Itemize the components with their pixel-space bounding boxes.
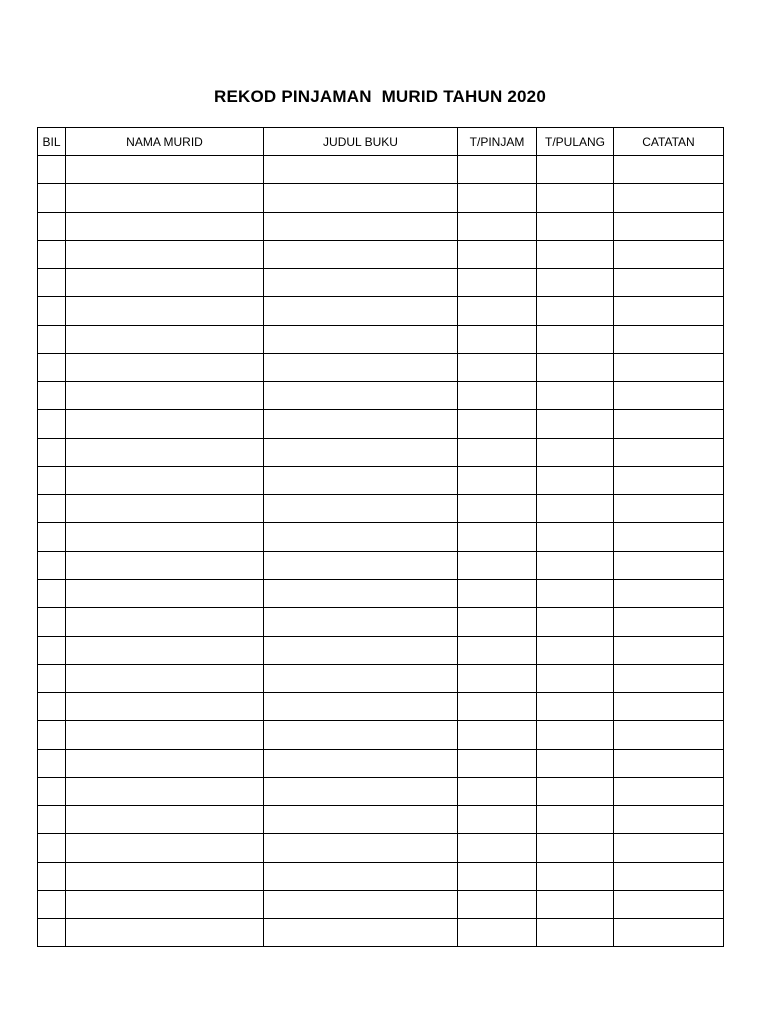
column-header-nama-murid: NAMA MURID [66,128,264,156]
cell-t-pinjam [458,919,537,947]
cell-bil [38,212,66,240]
cell-catatan [614,834,724,862]
cell-judul-buku [264,382,458,410]
cell-bil [38,466,66,494]
cell-t-pinjam [458,269,537,297]
cell-nama-murid [66,438,264,466]
cell-nama-murid [66,410,264,438]
cell-t-pulang [537,890,614,918]
cell-t-pinjam [458,466,537,494]
cell-t-pinjam [458,495,537,523]
cell-judul-buku [264,749,458,777]
table-row [38,664,724,692]
cell-bil [38,749,66,777]
cell-judul-buku [264,212,458,240]
table-row [38,608,724,636]
cell-catatan [614,664,724,692]
cell-t-pulang [537,269,614,297]
table-row [38,495,724,523]
cell-bil [38,382,66,410]
cell-bil [38,410,66,438]
header-row [38,128,724,156]
cell-nama-murid [66,240,264,268]
cell-nama-murid [66,523,264,551]
cell-bil [38,184,66,212]
cell-nama-murid [66,212,264,240]
table-row [38,353,724,381]
cell-t-pinjam [458,212,537,240]
cell-bil [38,608,66,636]
cell-nama-murid [66,382,264,410]
table-row [38,466,724,494]
cell-catatan [614,721,724,749]
cell-judul-buku [264,438,458,466]
cell-judul-buku [264,862,458,890]
cell-judul-buku [264,184,458,212]
cell-t-pulang [537,466,614,494]
column-header-t-pulang: T/PULANG [537,128,614,156]
cell-nama-murid [66,806,264,834]
cell-t-pulang [537,608,614,636]
cell-judul-buku [264,551,458,579]
cell-t-pulang [537,212,614,240]
cell-judul-buku [264,495,458,523]
cell-nama-murid [66,636,264,664]
cell-nama-murid [66,579,264,607]
cell-catatan [614,862,724,890]
column-header-t-pinjam: T/PINJAM [458,128,537,156]
cell-t-pinjam [458,551,537,579]
cell-catatan [614,806,724,834]
cell-nama-murid [66,834,264,862]
cell-nama-murid [66,495,264,523]
cell-judul-buku [264,664,458,692]
table-row [38,636,724,664]
table-row [38,806,724,834]
cell-catatan [614,636,724,664]
cell-t-pulang [537,834,614,862]
cell-t-pulang [537,438,614,466]
cell-judul-buku [264,325,458,353]
cell-t-pulang [537,664,614,692]
cell-bil [38,495,66,523]
cell-judul-buku [264,806,458,834]
cell-judul-buku [264,890,458,918]
cell-judul-buku [264,636,458,664]
cell-t-pinjam [458,890,537,918]
table-row [38,156,724,184]
table-body [38,156,724,947]
cell-catatan [614,466,724,494]
cell-bil [38,636,66,664]
cell-bil [38,438,66,466]
cell-nama-murid [66,353,264,381]
cell-bil [38,297,66,325]
cell-bil [38,523,66,551]
cell-t-pulang [537,184,614,212]
cell-judul-buku [264,297,458,325]
cell-nama-murid [66,297,264,325]
column-header-judul-buku: JUDUL BUKU [264,128,458,156]
cell-nama-murid [66,721,264,749]
cell-bil [38,919,66,947]
cell-catatan [614,382,724,410]
cell-t-pulang [537,297,614,325]
cell-bil [38,240,66,268]
table-row [38,240,724,268]
cell-bil [38,777,66,805]
cell-catatan [614,890,724,918]
cell-nama-murid [66,325,264,353]
column-header-catatan: CATATAN [614,128,724,156]
cell-t-pinjam [458,438,537,466]
table-row [38,551,724,579]
cell-catatan [614,297,724,325]
table-row [38,862,724,890]
cell-catatan [614,410,724,438]
cell-bil [38,693,66,721]
cell-judul-buku [264,777,458,805]
cell-t-pinjam [458,693,537,721]
table-row [38,184,724,212]
table-row [38,269,724,297]
cell-t-pinjam [458,297,537,325]
cell-t-pinjam [458,862,537,890]
cell-t-pulang [537,382,614,410]
cell-judul-buku [264,919,458,947]
cell-t-pulang [537,806,614,834]
cell-t-pulang [537,721,614,749]
cell-t-pinjam [458,777,537,805]
cell-bil [38,806,66,834]
cell-nama-murid [66,749,264,777]
table-row [38,777,724,805]
cell-t-pulang [537,325,614,353]
cell-t-pulang [537,777,614,805]
cell-judul-buku [264,608,458,636]
cell-bil [38,890,66,918]
cell-bil [38,325,66,353]
cell-judul-buku [264,579,458,607]
cell-nama-murid [66,693,264,721]
cell-t-pulang [537,862,614,890]
cell-t-pinjam [458,749,537,777]
cell-judul-buku [264,466,458,494]
cell-catatan [614,919,724,947]
cell-t-pinjam [458,523,537,551]
table-row [38,721,724,749]
table-row [38,693,724,721]
cell-catatan [614,608,724,636]
cell-t-pinjam [458,184,537,212]
cell-t-pulang [537,240,614,268]
cell-bil [38,834,66,862]
cell-nama-murid [66,184,264,212]
table-row [38,212,724,240]
cell-judul-buku [264,156,458,184]
cell-judul-buku [264,834,458,862]
cell-catatan [614,693,724,721]
cell-judul-buku [264,269,458,297]
table-row [38,579,724,607]
cell-t-pinjam [458,608,537,636]
column-header-bil: BIL [38,128,66,156]
cell-t-pinjam [458,382,537,410]
cell-t-pulang [537,495,614,523]
cell-nama-murid [66,551,264,579]
cell-bil [38,269,66,297]
table-row [38,749,724,777]
cell-judul-buku [264,410,458,438]
cell-bil [38,156,66,184]
cell-judul-buku [264,693,458,721]
cell-t-pinjam [458,721,537,749]
cell-catatan [614,523,724,551]
cell-nama-murid [66,269,264,297]
cell-bil [38,721,66,749]
cell-t-pulang [537,749,614,777]
cell-nama-murid [66,862,264,890]
table-row [38,834,724,862]
cell-nama-murid [66,890,264,918]
cell-nama-murid [66,156,264,184]
cell-bil [38,551,66,579]
cell-t-pinjam [458,636,537,664]
table-row [38,523,724,551]
cell-catatan [614,551,724,579]
loan-record-table [37,127,724,947]
cell-catatan [614,325,724,353]
table-row [38,297,724,325]
cell-nama-murid [66,919,264,947]
cell-t-pulang [537,919,614,947]
cell-catatan [614,156,724,184]
cell-t-pulang [537,551,614,579]
cell-judul-buku [264,240,458,268]
cell-judul-buku [264,721,458,749]
cell-catatan [614,749,724,777]
cell-t-pulang [537,353,614,381]
table-row [38,382,724,410]
cell-t-pinjam [458,353,537,381]
document-title: REKOD PINJAMAN MURID TAHUN 2020 [214,87,546,106]
cell-nama-murid [66,466,264,494]
cell-t-pulang [537,523,614,551]
cell-t-pulang [537,410,614,438]
cell-t-pulang [537,579,614,607]
cell-catatan [614,353,724,381]
cell-catatan [614,269,724,297]
table-header [38,128,724,156]
table-row [38,890,724,918]
cell-t-pinjam [458,325,537,353]
cell-catatan [614,579,724,607]
cell-bil [38,862,66,890]
cell-t-pinjam [458,834,537,862]
cell-t-pulang [537,156,614,184]
cell-t-pinjam [458,664,537,692]
cell-nama-murid [66,664,264,692]
cell-catatan [614,777,724,805]
cell-t-pinjam [458,806,537,834]
table-row [38,410,724,438]
cell-t-pinjam [458,156,537,184]
cell-catatan [614,184,724,212]
cell-catatan [614,240,724,268]
cell-catatan [614,438,724,466]
cell-t-pinjam [458,240,537,268]
cell-bil [38,664,66,692]
cell-t-pinjam [458,579,537,607]
cell-catatan [614,495,724,523]
cell-judul-buku [264,353,458,381]
cell-judul-buku [264,523,458,551]
table-row [38,438,724,466]
cell-nama-murid [66,608,264,636]
cell-bil [38,579,66,607]
table-row [38,325,724,353]
cell-nama-murid [66,777,264,805]
table-row [38,919,724,947]
cell-t-pulang [537,636,614,664]
cell-t-pulang [537,693,614,721]
cell-catatan [614,212,724,240]
cell-t-pinjam [458,410,537,438]
cell-bil [38,353,66,381]
